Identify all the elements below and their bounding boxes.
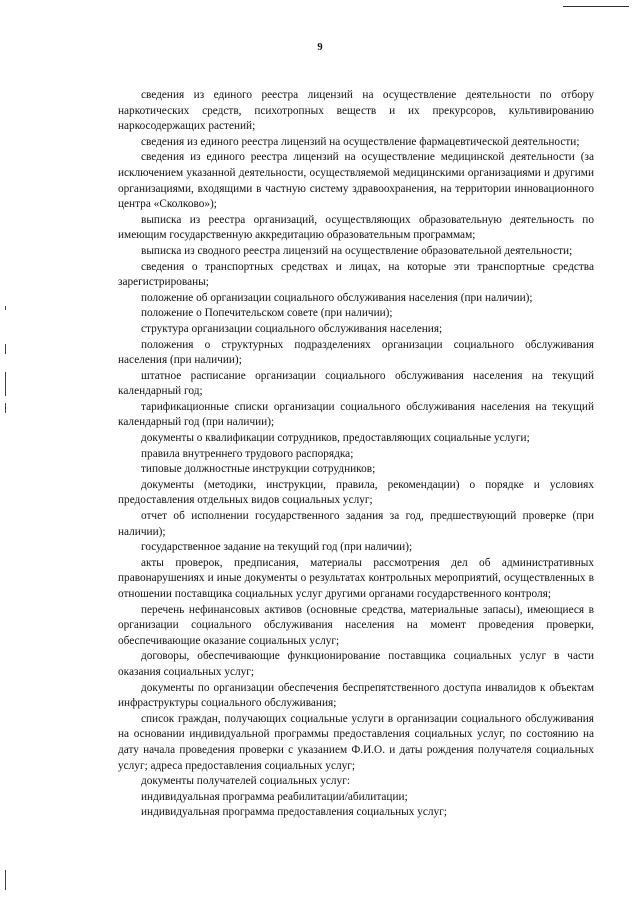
- list-item: штатное расписание организации социального обслуживания населения на текущий календарный год;: [118, 369, 594, 398]
- list-item: сведения из единого реестра лицензий на осуществление медицинской деятельности (за исключением указанной деятельности, осуществляемой медицинскими организациями и другими организациями, входящими в частную систему здравоохранения, на территории инновационного центра «Сколково»);: [118, 151, 594, 211]
- scan-margin-mark: [5, 870, 6, 890]
- list-item: документы по организации обеспечения беспрепятственного доступа инвалидов к объектам инфраструктуры социального обслуживания;: [118, 681, 594, 710]
- list-item: сведения о транспортных средствах и лицах, на которые эти транспортные средства зарегистрированы;: [118, 260, 594, 289]
- list-item: государственное задание на текущий год (при наличии);: [141, 541, 413, 554]
- list-item: документы (методики, инструкции, правила, рекомендации) о порядке и условиях предоставления отдельных видов социальных услуг;: [118, 478, 594, 507]
- document-body: [118, 88, 594, 821]
- list-item: сведения из единого реестра лицензий на осуществление фармацевтической деятельности;: [141, 135, 580, 148]
- scan-margin-mark: [5, 372, 6, 396]
- list-item: выписка из реестра организаций, осуществляющих образовательную деятельность по имеющим государственную аккредитацию образовательным программам;: [118, 213, 594, 242]
- list-item: структура организации социального обслуживания населения;: [141, 322, 443, 335]
- scan-margin-mark: [5, 344, 6, 354]
- list-item: акты проверок, предписания, материалы рассмотрения дел об административных правонарушениях и иные документы о результатах контрольных мероприятий, осуществленных в отношении поставщика социальных услуг другими органами государственного контроля;: [118, 556, 594, 600]
- list-item: сведения из единого реестра лицензий на осуществление деятельности по отбору наркотических средств, психотропных веществ и их прекурсоров, культивированию наркосодержащих растений;: [118, 89, 594, 133]
- list-item: положения о структурных подразделениях организации социального обслуживания населения (при наличии);: [118, 338, 594, 367]
- list-item: положение о Попечительском совете (при наличии);: [141, 307, 393, 320]
- list-item: перечень нефинансовых активов (основные средства, материальные запасы), имеющиеся в организации социального обслуживания населения на момент проведения проверки, обеспечивающие оказание социальных услуг;: [118, 603, 594, 647]
- list-item: индивидуальная программа реабилитации/абилитации;: [141, 790, 408, 803]
- list-item: отчет об исполнении государственного задания за год, предшествующий проверке (при наличии);: [118, 510, 594, 538]
- list-item: выписка из сводного реестра лицензий на осуществление образовательной деятельности;: [141, 244, 573, 257]
- list-item: документы получателей социальных услуг:: [141, 775, 350, 788]
- header-rule: [563, 6, 629, 7]
- list-item: типовые должностные инструкции сотрудников;: [141, 463, 376, 476]
- list-item: правила внутреннего трудового распорядка;: [141, 447, 354, 460]
- list-item: индивидуальная программа предоставления социальных услуг;: [141, 806, 447, 819]
- scan-margin-mark: [5, 403, 6, 413]
- list-item: тарификационные списки организации социального обслуживания населения на текущий календарный год (при наличии);: [118, 400, 594, 429]
- list-item: список граждан, получающих социальные услуги в организации социального обслуживания на основании индивидуальной программы предоставления социальных услуг, по состоянию на дату начала проведения проверки с указанием Ф.И.О. и даты рождения получателя социальных услуг; адреса предоставления социальных услуг;: [118, 712, 594, 772]
- page-number: 9: [317, 42, 323, 53]
- scan-margin-mark: [5, 306, 6, 310]
- list-item: договоры, обеспечивающие функционирование поставщика социальных услуг в части оказания социальных услуг;: [118, 650, 594, 678]
- list-item: документы о квалификации сотрудников, предоставляющих социальные услуги;: [141, 432, 530, 445]
- list-item: положение об организации социального обслуживания населения (при наличии);: [141, 291, 533, 304]
